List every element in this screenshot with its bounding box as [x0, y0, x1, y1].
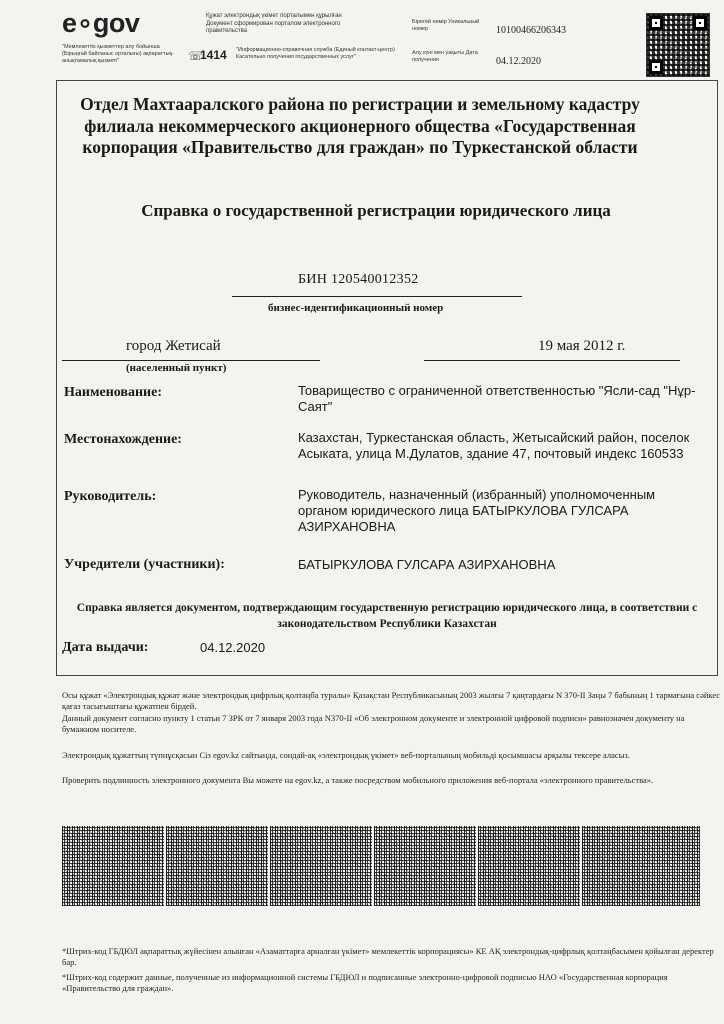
- city-caption: (населенный пункт): [126, 362, 227, 374]
- receipt-date-label: Алу күні мен уақыты Дата получения: [412, 50, 478, 63]
- barcode-block: [62, 826, 164, 906]
- receipt-date: 04.12.2020: [496, 56, 541, 67]
- logo-subtitle: "Мемлекеттік қызметтер алу бойынша (Бірыңғай байланыс орталығы) ақпараттық-анықтамалық қызметі": [62, 44, 174, 64]
- bin-caption: бизнес-идентификационный номер: [268, 302, 444, 314]
- divider: [424, 360, 680, 361]
- barcode-block: [374, 826, 476, 906]
- portal-notice-kz: Құжат электрондық үкімет порталымен құрылған: [206, 13, 342, 19]
- divider: [62, 360, 320, 361]
- unique-number-label: Бірегей нөмір Уникальный номер: [412, 19, 480, 32]
- founders-value: БАТЫРКУЛОВА ГУЛСАРА АЗИРХАНОВНА: [298, 557, 556, 572]
- divider: [232, 296, 522, 297]
- barcode-block: [166, 826, 268, 906]
- legal-note-ru: Данный документ согласно пункту 1 статьи 7 ЗРК от 7 января 2003 года N370-II «Об электронном документе и электронной цифровой подписи» равнозначен документу на бумажном носителе.: [62, 713, 685, 734]
- portal-notice-ru: Документ сформирован порталом электронного правительства: [206, 20, 341, 34]
- issue-date: 04.12.2020: [200, 640, 266, 655]
- city: город Жетисай: [126, 338, 221, 354]
- unique-number: 10100466206343: [496, 25, 566, 36]
- legal-statement: Справка является документом, подтверждающим государственную регистрацию юридического лица, в соответствии с законодательством Республики Казахстан: [76, 602, 698, 630]
- name-value: Товарищество с ограниченной ответственностью "Ясли-сад "Нұр-Саят": [298, 383, 696, 414]
- barcode-footnote-ru: *Штрих-код содержит данные, полученные из информационной системы ГБДЮЛ и подписанные электронно-цифровой подписью НАО «Государственная корпорация «Правительство для граждан».: [62, 972, 668, 993]
- verify-note-kz: Электрондық құжаттың түпнұсқасын Сіз egov.kz сайтында, сондай-ақ «электрондық үкімет» веб-порталының мобильді қосымшасы арқылы тексере аласыз.: [62, 750, 630, 760]
- name-label: Наименование:: [64, 385, 162, 400]
- barcode-strip: [62, 826, 722, 906]
- founders-label: Учредители (участники):: [64, 557, 225, 572]
- qr-finder: [649, 16, 663, 30]
- contact-phone: 1414: [200, 48, 227, 62]
- verify-note-ru: Проверить подлинность электронного документа Вы можете на egov.kz, а также посредством мобильного приложения веб-портала «электронного правительства».: [62, 775, 654, 785]
- director-label: Руководитель:: [64, 489, 157, 504]
- director-value: Руководитель, назначенный (избранный) уполномоченным органом юридического лица БАТЫРКУЛОВА ГУЛСАРА АЗИРХАНОВНА: [298, 487, 656, 534]
- barcode-block: [270, 826, 372, 906]
- phone-icon: ☏: [188, 49, 204, 63]
- egov-header: [0, 0, 724, 82]
- document-title: Справка о государственной регистрации юридического лица: [141, 201, 611, 220]
- location-label: Местонахождение:: [64, 432, 182, 447]
- portal-notice: [206, 13, 376, 36]
- meta-labels: [412, 19, 492, 64]
- barcode-block: [478, 826, 580, 906]
- qr-finder: [649, 60, 663, 74]
- bin-number: БИН 120540012352: [298, 272, 419, 287]
- egov-logo: e∘gov: [62, 8, 140, 38]
- legal-note-kz: Осы құжат «Электрондық құжат және электрондық цифрлық қолтаңба туралы» Қазақстан Республикасының 2003 жылғы 7 қаңтардағы N 370-II Заңы 7 бабының 1 тармағына сәйкес қағаз тасығыштағы құжатпен бірдей.: [62, 690, 721, 711]
- issue-date-label: Дата выдачи:: [62, 640, 149, 655]
- certificate-frame: [56, 80, 718, 676]
- registration-date: 19 мая 2012 г.: [538, 338, 626, 354]
- qr-code: [646, 13, 710, 77]
- issuing-organization: Отдел Махтааралского района по регистрации и земельному кадастру филиала некоммерческого акционерного общества «Государственная корпорация «Правительство для граждан» по Туркестанской области: [80, 94, 640, 157]
- contact-center-note: "Информационно-справочная служба (Единый контакт-центр) Касательно получения государственных услуг": [236, 47, 395, 60]
- barcode-block: [582, 826, 700, 906]
- location-value: Казахстан, Туркестанская область, Жетысайский район, поселок Асыката, улица М.Дулатов, здание 47, почтовый индекс 160533: [298, 430, 690, 461]
- barcode-footnote-kz: *Штрих-код ГБДЮЛ ақпараттық жүйесінен алынған «Азаматтарға арналған үкімет» мемлекеттік корпорациясы» КЕ АҚ электрондық-цифрлық қолтаңбасымен қойылған деректер бар.: [62, 946, 714, 967]
- qr-finder: [693, 16, 707, 30]
